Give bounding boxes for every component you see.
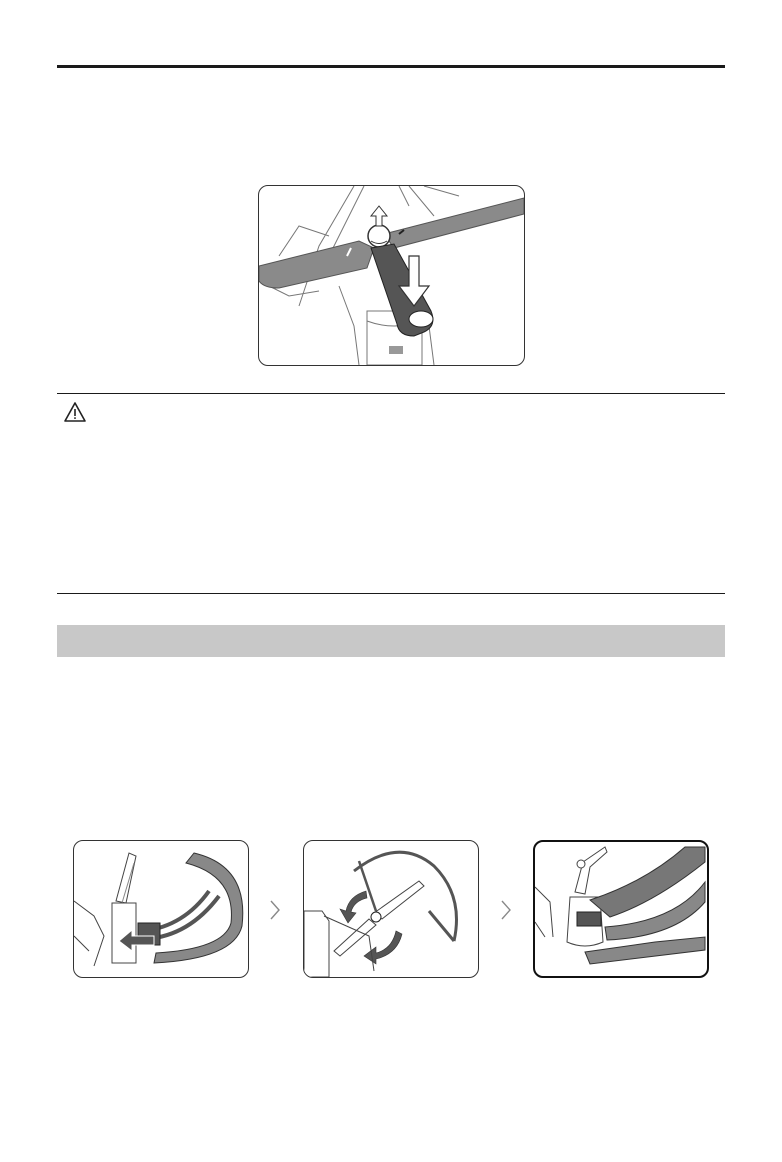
warning-top-rule xyxy=(57,393,725,394)
chevron-right-icon xyxy=(499,898,513,922)
warning-bottom-rule xyxy=(57,593,725,594)
header-rule xyxy=(57,65,725,68)
rotate-arrow-icon xyxy=(364,931,402,964)
section-heading-bar xyxy=(57,625,725,657)
propeller-blade xyxy=(116,853,136,903)
guard-step-2-illustration xyxy=(304,841,478,977)
guard-step-2-figure xyxy=(303,840,479,978)
right-propeller-blade xyxy=(384,198,524,248)
propeller-guard xyxy=(154,853,243,963)
chevron-right-icon xyxy=(268,898,282,922)
guard-step-1-figure xyxy=(73,840,249,978)
guard-step-3-illustration xyxy=(535,842,707,976)
propeller-blade xyxy=(575,847,607,894)
warning-triangle-icon xyxy=(63,401,87,423)
propeller-removal-illustration xyxy=(259,186,524,365)
guard-step-1-illustration xyxy=(74,841,248,977)
guard-step-3-figure xyxy=(533,840,709,978)
rotate-arrow-icon xyxy=(340,891,367,923)
left-propeller-blade xyxy=(259,241,374,288)
propeller-removal-figure xyxy=(258,185,525,366)
propeller-blade xyxy=(374,881,424,919)
up-arrow-icon xyxy=(371,206,387,226)
